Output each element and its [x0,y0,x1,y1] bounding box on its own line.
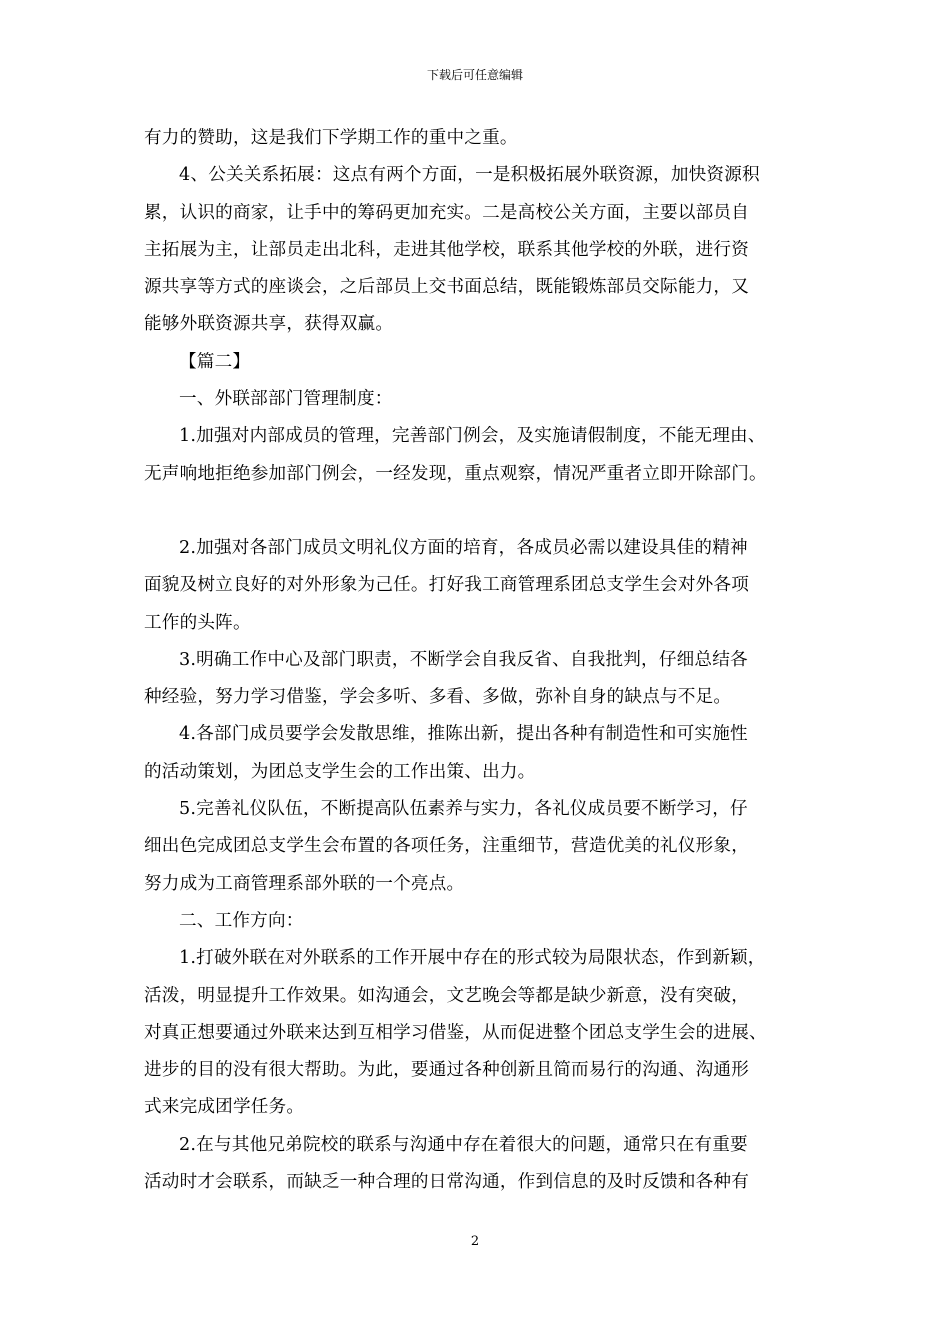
text-line: 二、工作方向： [179,910,304,931]
text-line: 活动时才会联系，而缺乏一种合理的日常沟通，作到信息的及时反馈和各种有 [144,1172,749,1193]
text-line: 主拓展为主，让部员走出北科，走进其他学校，联系其他学校的外联，进行资 [144,239,749,260]
text-line: 3.明确工作中心及部门职责，不断学会自我反省、自我批判，仔细总结各 [179,649,748,670]
text-block-1 [144,120,834,493]
text-line: 努力成为工商管理系部外联的一个亮点。 [144,873,465,894]
text-line: 面貌及树立良好的对外形象为己任。打好我工商管理系团总支学生会对外各项 [144,575,749,596]
text-line: 累，认识的商家，让手中的筹码更加充实。二是高校公关方面，主要以部员自 [144,202,749,223]
text-line: 工作的头阵。 [144,612,251,633]
text-line: 进步的目的没有很大帮助。为此，要通过各种创新且简而易行的沟通、沟通形 [144,1060,749,1081]
text-line: 5.完善礼仪队伍，不断提高队伍素养与实力，各礼仪成员要不断学习，仔 [179,799,748,820]
page-number: 2 [470,1234,480,1249]
text-line: 有力的赞助，这是我们下学期工作的重中之重。 [144,128,518,148]
text-line: 的活动策划，为团总支学生会的工作出策、出力。 [144,761,536,782]
text-line: 细出色完成团总支学生会布置的各项任务，注重细节，营造优美的礼仪形象， [144,836,749,857]
page-header: 下载后可任意编辑 [426,68,523,82]
text-line: 种经验，努力学习借鉴，学会多听、多看、多做，弥补自身的缺点与不足。 [144,687,732,708]
text-line: 能够外联资源共享，获得双赢。 [144,314,394,335]
text-line: 4、公关关系拓展：这点有两个方面，一是积极拓展外联资源，加快资源积 [179,165,760,186]
text-line: 2.在与其他兄弟院校的联系与沟通中存在着很大的问题，通常只在有重要 [179,1134,748,1155]
text-line: 1.打破外联在对外联系的工作开展中存在的形式较为局限状态，作到新颖， [179,948,766,969]
text-line: 无声响地拒绝参加部门例会，一经发现，重点观察，情况严重者立即开除部门。 [144,463,767,484]
text-line: 1.加强对内部成员的管理，完善部门例会，及实施请假制度，不能无理由、 [179,426,766,447]
text-line: 源共享等方式的座谈会，之后部员上交书面总结，既能锻炼部员交际能力，又 [144,277,749,298]
text-block-2 [144,530,834,1201]
text-line: 一、外联部部门管理制度： [179,389,393,410]
text-line: 2.加强对各部门成员文明礼仪方面的培育，各成员必需以建设具佳的精神 [179,538,748,558]
text-line: 对真正想要通过外联来达到互相学习借鉴，从而促进整个团总支学生会的进展、 [144,1022,767,1043]
text-line: 4.各部门成员要学会发散思维，推陈出新，提出各种有制造性和可实施性 [179,724,748,745]
text-line: 活泼，明显提升工作效果。如沟通会，文艺晚会等都是缺少新意，没有突破， [144,985,749,1006]
text-line: 【篇二】 [179,351,251,372]
text-line: 式来完成团学任务。 [144,1097,305,1118]
